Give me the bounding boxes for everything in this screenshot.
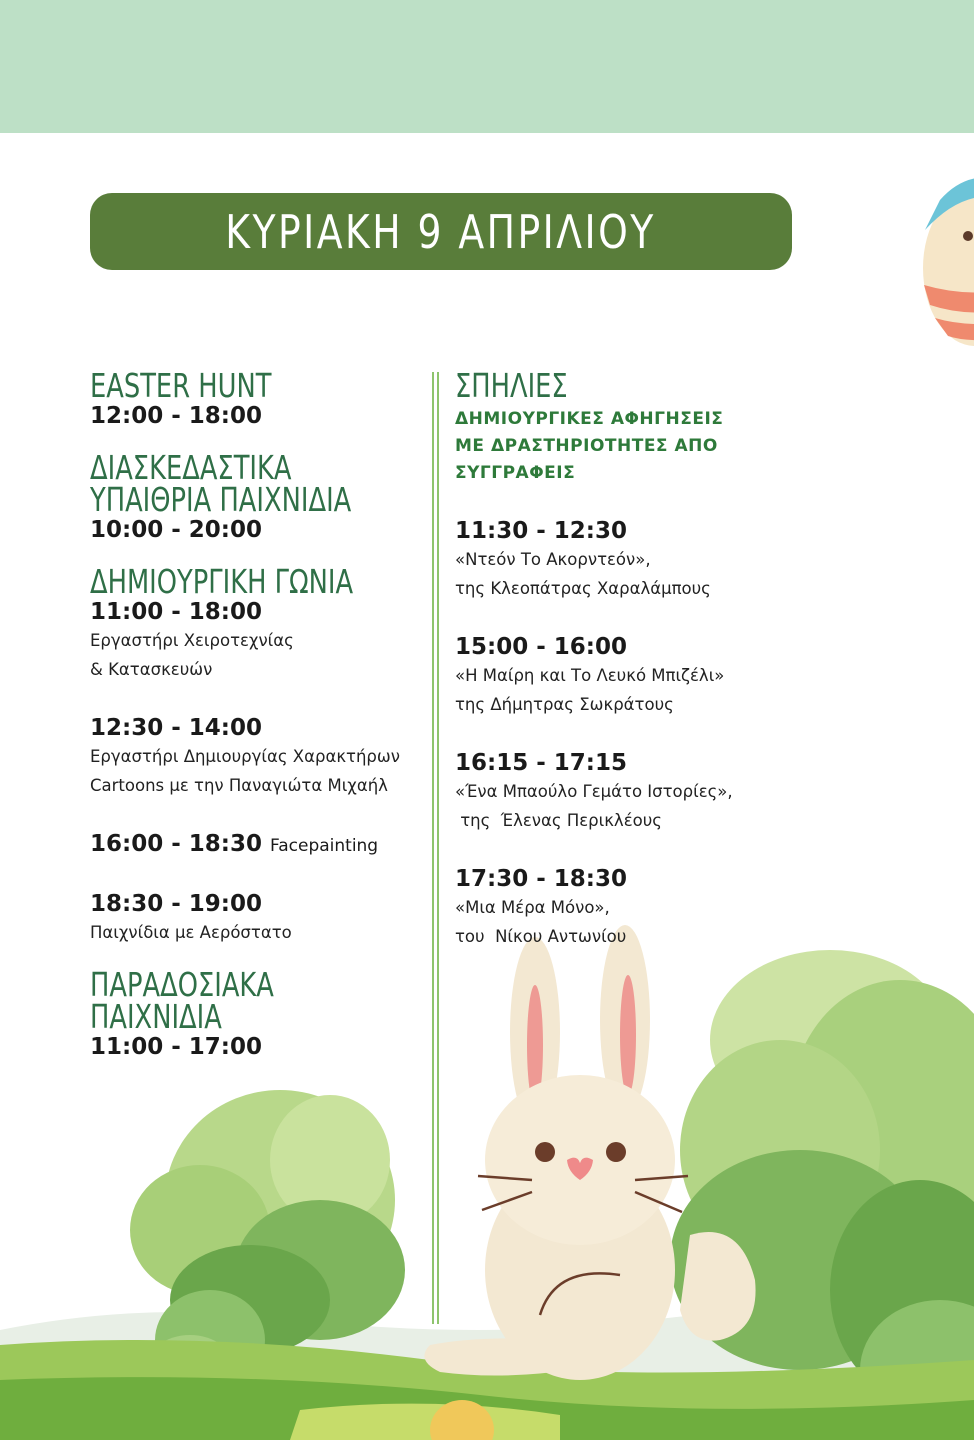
caves-session-2-line2: της Δήμητρας Σωκράτους — [455, 695, 674, 714]
caves-title: ΣΠΗΛΙΕΣ — [455, 366, 568, 405]
traditional-games-title-1: ΠΑΡΑΔΟΣΙΑΚΑ — [90, 965, 274, 1004]
column-divider — [432, 372, 439, 1324]
caves-session-3-line2: της Έλενας Περικλέους — [455, 811, 662, 830]
traditional-games-time: 11:00 - 17:00 — [90, 1034, 262, 1060]
easter-hunt-time: 12:00 - 18:00 — [90, 403, 262, 429]
caves-subtitle-3: ΣΥΓΓΡΑΦΕΙΣ — [455, 463, 576, 483]
caves-session-4-line2: του Νίκου Αντωνίου — [455, 927, 627, 946]
easter-hunt-title: EASTER HUNT — [90, 366, 272, 405]
caves-session-3-line1: «Ένα Μπαούλο Γεμάτο Ιστορίες», — [455, 782, 733, 801]
creative-session-3 — [90, 830, 420, 860]
caves-session-4-line1: «Μια Μέρα Μόνο», — [455, 898, 610, 917]
creative-session-2-time: 12:30 - 14:00 — [90, 715, 262, 741]
creative-corner-title: ΔΗΜΙΟΥΡΓΙΚΗ ΓΩΝΙΑ — [90, 562, 354, 601]
outdoor-games-time: 10:00 - 20:00 — [90, 517, 262, 543]
creative-session-2-line1: Εργαστήρι Δημιουργίας Χαρακτήρων — [90, 747, 400, 766]
date-banner — [90, 193, 792, 270]
caves-session-2-line1: «Η Μαίρη και Το Λευκό Μπιζέλι» — [455, 666, 725, 685]
caves-session-2-time: 15:00 - 16:00 — [455, 634, 627, 660]
caves-subtitle-1: ΔΗΜΙΟΥΡΓΙΚΕΣ ΑΦΗΓΗΣΕΙΣ — [455, 409, 724, 429]
left-column — [90, 366, 420, 1061]
caves-subtitle-2: ΜΕ ΔΡΑΣΤΗΡΙΟΤΗΤΕΣ ΑΠΟ — [455, 436, 718, 456]
traditional-games-title-2: ΠΑΙΧΝΙΔΙΑ — [90, 997, 222, 1036]
right-column — [455, 366, 775, 951]
creative-session-2-line2: Cartoons με την Παναγιώτα Μιχαήλ — [90, 776, 388, 795]
outdoor-games-title-1: ΔΙΑΣΚΕΔΑΣΤΙΚΑ — [90, 448, 292, 487]
caves-session-1-line1: «Ντεόν Το Ακορντεόν», — [455, 550, 651, 569]
caves-session-4-time: 17:30 - 18:30 — [455, 866, 627, 892]
creative-session-3-time: 16:00 - 18:30 — [90, 831, 262, 857]
creative-session-1-line2: & Κατασκευών — [90, 660, 213, 679]
caves-session-1-line2: της Κλεοπάτρας Χαραλάμπους — [455, 579, 711, 598]
banner-title: ΚΥΡΙΑΚΗ 9 ΑΠΡΙΛΙΟΥ — [225, 204, 657, 259]
easter-egg-icon — [923, 177, 974, 346]
caves-session-3-time: 16:15 - 17:15 — [455, 750, 627, 776]
creative-session-4-time: 18:30 - 19:00 — [90, 891, 262, 917]
caves-session-1-time: 11:30 - 12:30 — [455, 518, 627, 544]
creative-session-1-time: 11:00 - 18:00 — [90, 599, 262, 625]
creative-session-3-label: Facepainting — [270, 836, 379, 856]
creative-session-1-line1: Εργαστήρι Χειροτεχνίας — [90, 631, 294, 650]
creative-session-4-line1: Παιχνίδια με Αερόστατο — [90, 923, 292, 942]
outdoor-games-title-2: ΥΠΑΙΘΡΙΑ ΠΑΙΧΝΙΔΙΑ — [90, 480, 352, 519]
